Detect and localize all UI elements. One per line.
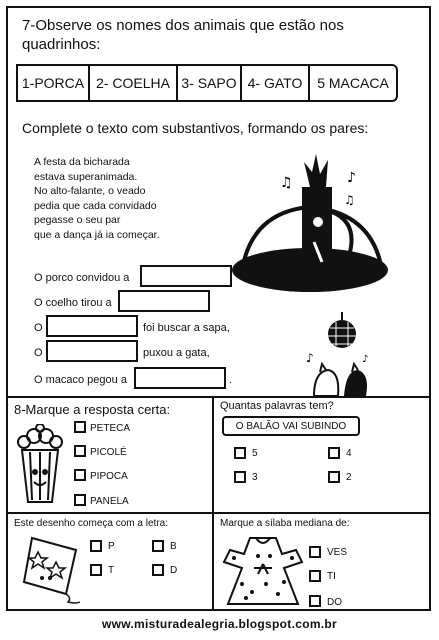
phrase-text: O BALÃO VAI SUBINDO — [235, 420, 347, 432]
q7-instruction: Complete o texto com substantivos, formando os pares: — [22, 120, 369, 136]
option-words-2: 2 — [346, 472, 352, 483]
popcorn-illustration — [12, 424, 68, 506]
option-words-4: 4 — [346, 448, 352, 459]
deer-dancing-illustration — [232, 152, 432, 302]
animal-box-sapo — [176, 64, 242, 102]
option-letter-d: D — [170, 565, 178, 576]
sentence-4-end: puxou a gata, — [143, 347, 210, 359]
sentence-5: O macaco pegou a — [34, 374, 127, 386]
option-pipoca: PIPOCA — [90, 471, 128, 482]
option-peteca: PETECA — [90, 423, 131, 434]
checkbox-letter-t[interactable] — [90, 564, 102, 576]
sentence-1: O porco convidou a — [34, 272, 130, 284]
animal-name: 2- COELHA — [96, 75, 170, 91]
phrase-box — [222, 416, 360, 436]
option-letter-b: B — [170, 541, 177, 552]
animal-name: 3- SAPO — [181, 75, 237, 91]
poem — [34, 155, 160, 242]
checkbox-syllable-do[interactable] — [309, 595, 321, 607]
svg-text:♪: ♪ — [347, 170, 356, 186]
animal-name: 5 MACACA — [317, 75, 389, 91]
poem-line: No alto-falante, o veado — [34, 185, 146, 197]
animal-name: 1-PORCA — [21, 75, 85, 91]
sentence-3-end: foi buscar a sapa, — [143, 322, 230, 334]
word-count-question: Quantas palavras tem? — [220, 400, 334, 412]
q7-title-line2: quadrinhos: — [22, 36, 101, 53]
divider-horizontal-top — [6, 396, 431, 398]
syllable-question: Marque a sílaba mediana de: — [220, 518, 350, 529]
option-picole: PICOLÉ — [90, 447, 127, 458]
checkbox-words-5[interactable] — [234, 447, 246, 459]
checkbox-words-2[interactable] — [328, 471, 340, 483]
animal-box-macaca — [308, 64, 398, 102]
option-syllable-do: DO — [327, 597, 342, 608]
animal-name: 4- GATO — [247, 75, 303, 91]
poem-line: que a dança já ia começar. — [34, 228, 160, 241]
sentence-5-end: . — [229, 374, 233, 386]
blank-1[interactable] — [140, 265, 232, 287]
option-syllable-ves: VES — [327, 547, 348, 558]
checkbox-panela[interactable] — [74, 494, 86, 506]
checkbox-syllable-ti[interactable] — [309, 570, 321, 582]
sentence-4-start: O — [34, 347, 43, 359]
option-panela: PANELA — [90, 496, 129, 507]
checkbox-pipoca[interactable] — [74, 469, 86, 481]
disco-ball-cats-illustration — [300, 312, 380, 396]
blank-2[interactable] — [118, 290, 210, 312]
checkbox-picole[interactable] — [74, 445, 86, 457]
animal-box-porca — [16, 64, 90, 102]
option-syllable-ti: TI — [327, 571, 336, 582]
footer-url: www.misturadealegria.blogspot.com.br — [101, 617, 338, 631]
divider-horizontal-middle — [6, 512, 431, 514]
sentence-3-start: O — [34, 322, 43, 334]
q8-title: 8-Marque a resposta certa: — [14, 402, 171, 417]
blank-4[interactable] — [46, 340, 138, 362]
dress-illustration — [222, 534, 304, 608]
sentence-2: O coelho tirou a — [34, 297, 112, 309]
option-letter-t: T — [108, 565, 115, 576]
checkbox-letter-b[interactable] — [152, 540, 164, 552]
q7-title — [22, 16, 432, 54]
kite-illustration — [18, 532, 82, 606]
blank-5[interactable] — [134, 367, 226, 389]
option-letter-p: P — [108, 541, 115, 552]
letter-question: Este desenho começa com a letra: — [14, 518, 168, 529]
svg-text:♫: ♫ — [344, 193, 355, 207]
poem-line: estava superanimada. — [34, 170, 138, 183]
svg-text:♪: ♪ — [306, 351, 314, 365]
checkbox-words-4[interactable] — [328, 447, 340, 459]
option-words-5: 5 — [252, 448, 258, 459]
checkbox-peteca[interactable] — [74, 421, 86, 433]
animal-box-coelha — [88, 64, 178, 102]
blank-3[interactable] — [46, 315, 138, 337]
poem-line: pegasse o seu par — [34, 214, 121, 226]
q7-title-line1: 7-Observe os nomes dos animais que estão nos — [22, 17, 344, 34]
divider-vertical — [212, 396, 214, 611]
checkbox-letter-p[interactable] — [90, 540, 102, 552]
animal-box-gato — [240, 64, 310, 102]
checkbox-syllable-ves[interactable] — [309, 546, 321, 558]
checkbox-letter-d[interactable] — [152, 564, 164, 576]
svg-text:♪: ♪ — [362, 354, 369, 365]
svg-text:♫: ♫ — [280, 175, 293, 191]
poem-line: A festa da bicharada — [34, 156, 130, 168]
checkbox-words-3[interactable] — [234, 471, 246, 483]
option-words-3: 3 — [252, 472, 258, 483]
poem-line: pedia que cada convidado — [34, 199, 157, 212]
